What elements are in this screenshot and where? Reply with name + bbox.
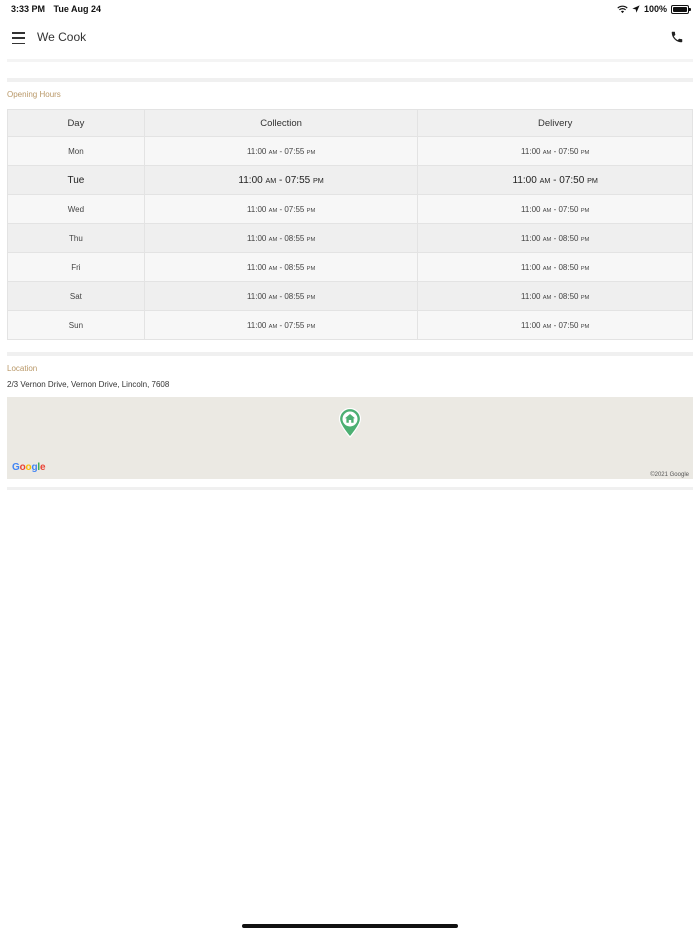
status-bar (0, 0, 700, 18)
time-open: 11:00 (521, 204, 541, 214)
google-logo-letter: e (39, 462, 46, 473)
section-divider-location (7, 352, 693, 356)
map-home-pin-icon[interactable] (338, 408, 362, 438)
ampm-label: AM (542, 323, 552, 330)
time-close: 07:50 (558, 204, 579, 214)
table-row (8, 253, 693, 282)
time-open: 11:00 (246, 233, 267, 243)
time-open: 11:00 (246, 320, 267, 330)
ampm-label: AM (268, 265, 278, 272)
ampm-label: AM (539, 175, 551, 185)
hamburger-menu-icon[interactable] (12, 32, 25, 44)
ampm-label: PM (580, 236, 590, 243)
map-copyright: ©2021 Google (650, 472, 689, 478)
opening-hours-table (7, 109, 693, 340)
cell-delivery-hours: 11:00 AM - 07:50 PM (418, 137, 693, 166)
ampm-label: AM (542, 149, 552, 156)
time-close: 07:55 (285, 174, 311, 186)
cell-collection-hours: 11:00 AM - 07:55 PM (144, 195, 418, 224)
time-close: 08:50 (558, 233, 579, 243)
google-logo-letter: o (19, 462, 26, 473)
table-row (8, 166, 693, 195)
ampm-label: AM (268, 323, 278, 330)
time-open: 11:00 (521, 233, 541, 243)
time-open: 11:00 (246, 204, 267, 214)
cell-day: Tue (8, 166, 145, 195)
ampm-label: AM (542, 207, 552, 214)
time-open: 11:00 (521, 291, 541, 301)
column-header-delivery: Delivery (418, 110, 693, 137)
google-logo-letter: G (12, 462, 20, 473)
wifi-icon (617, 5, 628, 14)
cell-collection-hours: 11:00 AM - 07:55 PM (144, 311, 418, 340)
ampm-label: PM (306, 294, 316, 301)
cell-collection-hours: 11:00 AM - 07:55 PM (144, 166, 418, 195)
cell-delivery-hours: 11:00 AM - 07:50 PM (418, 195, 693, 224)
cell-day: Wed (8, 195, 145, 224)
location-map[interactable] (7, 397, 693, 479)
google-logo-letter: g (31, 462, 38, 473)
table-row (8, 195, 693, 224)
ampm-label: PM (580, 294, 590, 301)
header-divider (7, 59, 693, 62)
home-indicator[interactable] (242, 924, 458, 928)
app-header (0, 22, 700, 58)
cell-day: Sat (8, 282, 145, 311)
ampm-label: PM (306, 236, 316, 243)
battery-fill (673, 7, 687, 12)
ampm-label: AM (268, 236, 278, 243)
ampm-label: AM (542, 236, 552, 243)
cell-day: Thu (8, 224, 145, 253)
time-open: 11:00 (521, 320, 541, 330)
location-arrow-icon (632, 5, 640, 13)
ampm-label: PM (587, 175, 598, 185)
status-left (11, 4, 107, 14)
cell-day: Sun (8, 311, 145, 340)
time-open: 11:00 (521, 262, 541, 272)
battery-icon (671, 5, 689, 14)
ampm-label: PM (306, 323, 316, 330)
cell-day: Mon (8, 137, 145, 166)
ampm-label: AM (268, 294, 278, 301)
time-open: 11:00 (521, 146, 541, 156)
time-close: 07:50 (559, 174, 585, 186)
google-logo-letter: l (37, 462, 40, 473)
ampm-label: AM (265, 175, 277, 185)
section-divider-top (7, 78, 693, 82)
time-close: 08:50 (558, 291, 579, 301)
cell-delivery-hours: 11:00 AM - 08:50 PM (418, 224, 693, 253)
location-address: 2/3 Vernon Drive, Vernon Drive, Lincoln, 7608 (7, 380, 170, 389)
table-row (8, 282, 693, 311)
cell-collection-hours: 11:00 AM - 08:55 PM (144, 224, 418, 253)
opening-hours-label: Opening Hours (7, 90, 61, 99)
app-title: We Cook (37, 30, 87, 44)
ampm-label: PM (306, 207, 316, 214)
battery-percent: 100% (643, 4, 667, 14)
time-close: 08:55 (284, 233, 305, 243)
ampm-label: PM (306, 149, 316, 156)
time-close: 08:55 (284, 262, 305, 272)
time-close: 07:55 (284, 320, 305, 330)
status-right (617, 4, 689, 14)
cell-collection-hours: 11:00 AM - 08:55 PM (144, 253, 418, 282)
ampm-label: PM (312, 175, 324, 185)
time-close: 07:55 (284, 146, 305, 156)
time-open: 11:00 (246, 262, 267, 272)
time-close: 07:50 (558, 320, 579, 330)
ampm-label: PM (580, 207, 590, 214)
table-row (8, 224, 693, 253)
cell-collection-hours: 11:00 AM - 07:55 PM (144, 137, 418, 166)
table-row (8, 137, 693, 166)
time-close: 08:50 (558, 262, 579, 272)
ampm-label: PM (580, 323, 590, 330)
status-date: Tue Aug 24 (53, 4, 102, 14)
time-open: 11:00 (246, 146, 267, 156)
ampm-label: AM (268, 149, 278, 156)
column-header-collection: Collection (144, 110, 418, 137)
cell-delivery-hours: 11:00 AM - 08:50 PM (418, 282, 693, 311)
cell-delivery-hours: 11:00 AM - 07:50 PM (418, 166, 693, 195)
google-logo-letter: o (25, 462, 32, 473)
phone-icon[interactable] (670, 30, 684, 44)
cell-delivery-hours: 11:00 AM - 08:50 PM (418, 253, 693, 282)
time-open: 11:00 (512, 174, 537, 186)
location-label: Location (7, 364, 38, 373)
table-header-row (8, 110, 693, 137)
ampm-label: PM (580, 149, 590, 156)
ampm-label: PM (580, 265, 590, 272)
cell-delivery-hours: 11:00 AM - 07:50 PM (418, 311, 693, 340)
time-close: 08:55 (284, 291, 305, 301)
cell-collection-hours: 11:00 AM - 08:55 PM (144, 282, 418, 311)
cell-day: Fri (8, 253, 145, 282)
ampm-label: PM (306, 265, 316, 272)
time-close: 07:50 (558, 146, 579, 156)
time-close: 07:55 (284, 204, 305, 214)
section-divider-bottom (7, 487, 693, 490)
google-logo (12, 462, 45, 473)
status-time: 3:33 PM (11, 4, 46, 14)
ampm-label: AM (542, 294, 552, 301)
table-row (8, 311, 693, 340)
ampm-label: AM (542, 265, 552, 272)
time-open: 11:00 (246, 291, 267, 301)
time-open: 11:00 (238, 174, 263, 186)
ampm-label: AM (268, 207, 278, 214)
column-header-day: Day (8, 110, 145, 137)
